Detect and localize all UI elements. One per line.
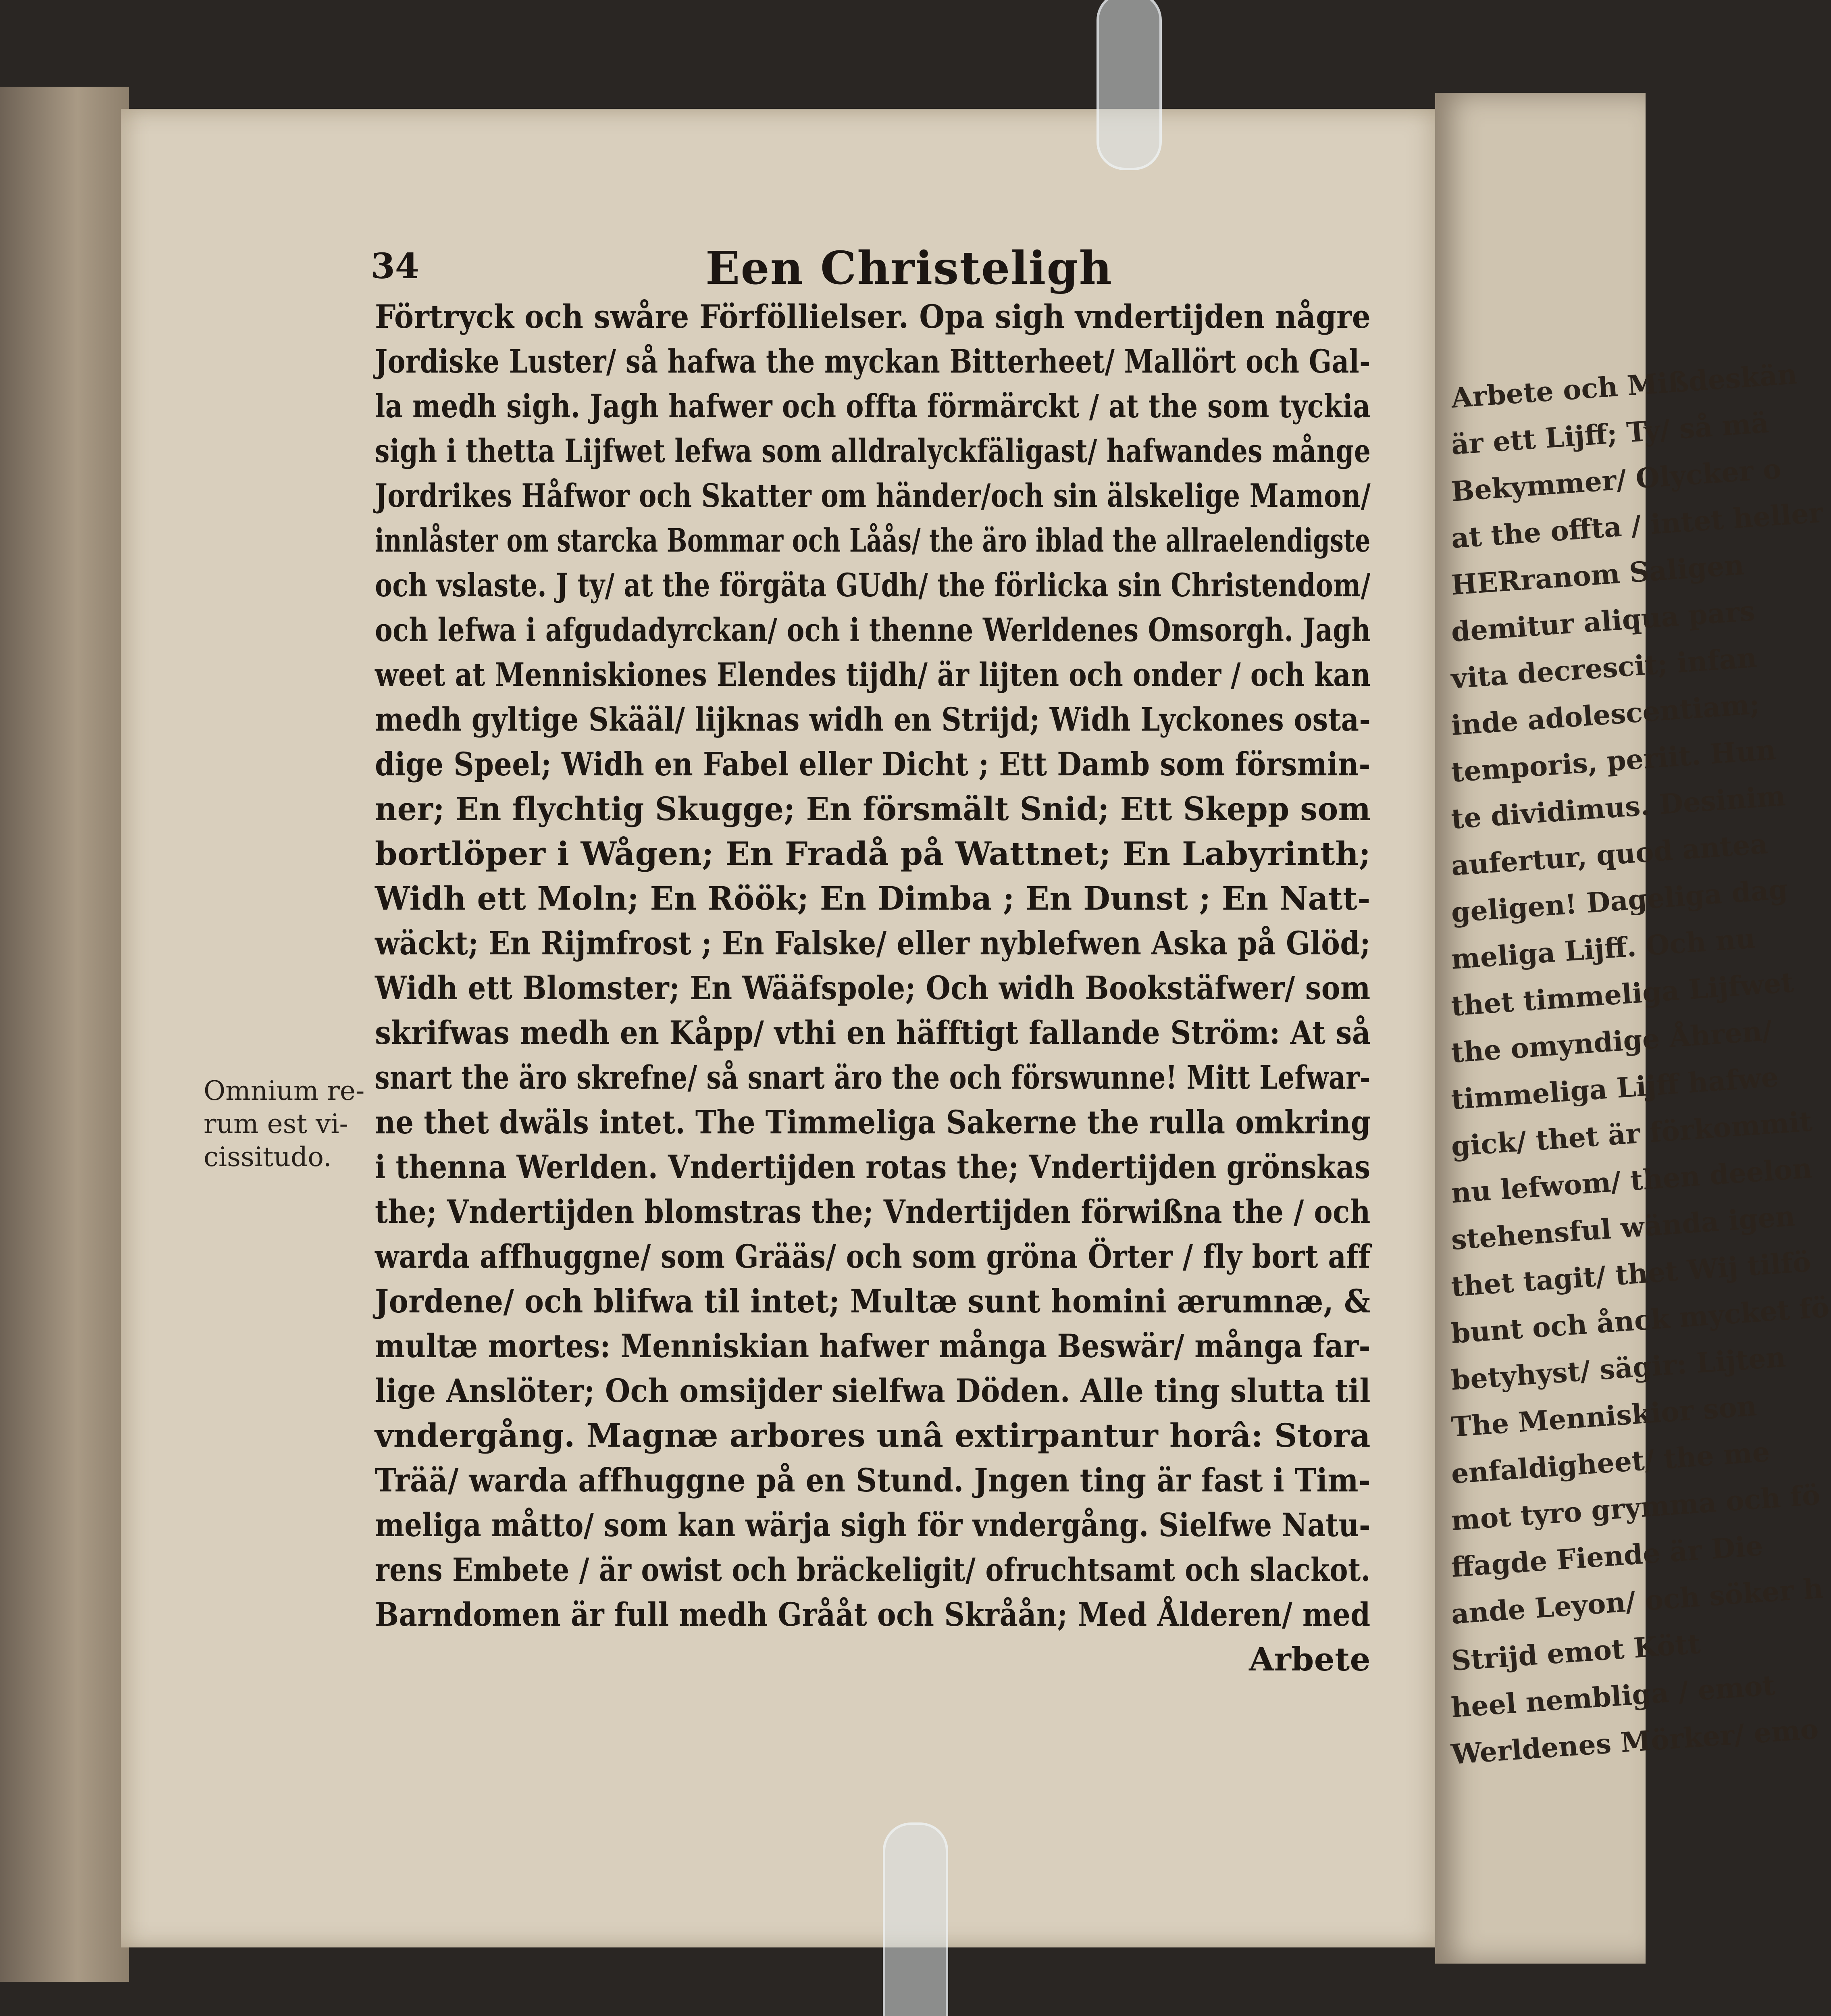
- facing-page-line: timmeliga Lijff hafwe: [1450, 1061, 1780, 1116]
- catchword: Arbete: [1249, 1640, 1371, 1678]
- facing-page-line: inde adolescentiam;: [1450, 688, 1761, 742]
- text-line: och vslaste. J ty/ at the förgäta GUdh/ the förlicka sin Christendom/: [375, 566, 1371, 604]
- facing-page-text: [1450, 358, 1831, 1778]
- text-line: medh gyltige Skääl/ lijknas widh en Strijd; Widh Lyckones osta-: [375, 700, 1371, 738]
- facing-page-line: at the offta / intet heller: [1450, 496, 1824, 555]
- facing-page-line: ande Leyon/ och söker h: [1450, 1572, 1825, 1631]
- page-clip-bottom: [883, 1822, 948, 2016]
- facing-page-line: enfaldigheet/ the me: [1450, 1435, 1771, 1490]
- facing-page-line: thet timmeliga Lijfwet: [1450, 966, 1795, 1023]
- facing-page-line: te dividimus. Desinim: [1450, 780, 1787, 835]
- facing-page-line: heel nembliga / emot: [1450, 1669, 1776, 1724]
- marginal-note-line: rum est vi-: [204, 1108, 348, 1139]
- text-line: rens Embete / är owist och bräckeligit/ ofruchtsamt och slackot.: [375, 1551, 1371, 1589]
- facing-page-line: gick/ thet är förkommit: [1450, 1105, 1813, 1163]
- facing-page-line: Bekymmer/ Olycker o: [1450, 452, 1782, 508]
- text-line: the; Vndertijden blomstras the; Vndertijden förwißna the / och: [375, 1193, 1371, 1231]
- facing-page-line: the omyndige Åhren/: [1450, 1014, 1773, 1069]
- facing-page-line: nu lefwom/ then deelon: [1450, 1152, 1813, 1210]
- text-line: Jordiske Luster/ så hafwa the myckan Bitterheet/ Mallört och Gal-: [375, 342, 1371, 380]
- facing-page-line: mot tyro grymma och fö: [1450, 1479, 1821, 1537]
- facing-page-line: meliga Lijff. Och nu: [1450, 922, 1757, 976]
- facing-page-line: demitur aliqua pars: [1450, 595, 1756, 648]
- text-line: Trää/ warda affhuggne på en Stund. Jngen ting är fast i Tim-: [375, 1461, 1371, 1499]
- text-line: Barndomen är full medh Grååt och Skråån; Med Ålderen/ med: [375, 1595, 1371, 1633]
- text-line: lige Anslöter; Och omsijder sielfwa Döden. Alle ting slutta til: [375, 1372, 1371, 1410]
- text-line: innlåster om starcka Bommar och Låås/ the äro iblad the allraelendigste: [375, 521, 1371, 559]
- running-head: Een Christeligh: [705, 242, 1113, 295]
- page-number: 34: [371, 246, 419, 287]
- facing-page-line: ffagde Fiende är Die: [1450, 1530, 1764, 1584]
- facing-page-line: HERranom Saligen: [1450, 549, 1746, 602]
- text-line: sigh i thetta Lijfwet lefwa som alldralyckfäligast/ hafwandes månge: [375, 432, 1371, 470]
- main-text-block: [375, 294, 1371, 1682]
- text-line: weet at Menniskiones Elendes tijdh/ är lijten och onder / och kan: [375, 656, 1371, 694]
- facing-page-line: Werldenes Mörker/ emo: [1450, 1713, 1820, 1771]
- facing-page-line: är ett Lijff; Ty/ så mä: [1450, 407, 1770, 461]
- facing-page-line: stehensful wända igen: [1450, 1200, 1796, 1256]
- text-line: i thenna Werlden. Vndertijden rotas the; Vndertijden grönskas: [375, 1148, 1371, 1186]
- text-line: dige Speel; Widh en Fabel eller Dicht ; Ett Damb som försmin-: [375, 745, 1371, 783]
- marginal-note-line: Omnium re-: [204, 1075, 365, 1106]
- text-line: och lefwa i afgudadyrckan/ och i thenne Werldenes Omsorgh. Jagh: [375, 611, 1371, 649]
- facing-page-line: Arbete och Mißdeskän: [1450, 358, 1798, 414]
- text-line: ne thet dwäls intet. The Timmeliga Sakerne the rulla omkring: [375, 1103, 1371, 1141]
- facing-page-line: betyhyst/ sägir: Lijten: [1450, 1341, 1787, 1397]
- text-line: vndergång. Magnæ arbores unâ extirpantur horâ: Stora: [375, 1416, 1371, 1454]
- text-line: warda affhuggne/ som Grääs/ och som gröna Örter / fly bort aff: [375, 1237, 1371, 1275]
- facing-page-line: bunt och ånck mycket fö: [1450, 1291, 1831, 1350]
- marginal-note: [204, 1075, 381, 1174]
- text-line: Jordrikes Håfwor och Skatter om händer/och sin älskelige Mamon/: [375, 477, 1371, 514]
- text-line: Widh ett Blomster; En Wääfspole; Och widh Bookstäfwer/ som: [375, 969, 1371, 1007]
- text-line: ner; En flychtig Skugge; En försmält Snid; Ett Skepp som: [375, 790, 1371, 828]
- facing-page-line: temporis, periit. Hun: [1450, 733, 1777, 789]
- text-line: Jordene/ och blifwa til intet; Multæ sunt homini ærumnæ, &: [375, 1282, 1371, 1320]
- text-line: wäckt; En Rijmfrost ; En Falske/ eller nyblefwen Aska på Glöd;: [375, 924, 1371, 962]
- text-line: meliga måtto/ som kan wärja sigh för vndergång. Sielfwe Natu-: [375, 1506, 1371, 1544]
- page-clip-top: [1097, 0, 1162, 170]
- facing-page-line: aufertur, quod antea: [1450, 828, 1769, 882]
- text-line: snart the äro skrefne/ så snart äro the och förswunne! Mitt Lefwar-: [375, 1058, 1371, 1096]
- facing-page-line: vita decrescit; infan: [1450, 641, 1758, 695]
- text-line: skrifwas medh en Kåpp/ vthi en häfftigt fallande Ström: At så: [375, 1014, 1371, 1052]
- book-spine-left: [0, 87, 129, 1982]
- text-line: Förtryck och swåre Förföllielser. Opa sigh vndertijden någre: [375, 298, 1371, 335]
- facing-page-line: The Menniskior son: [1450, 1390, 1758, 1443]
- facing-page-line: thet tagit/ thet Wij tilfö: [1450, 1245, 1812, 1303]
- marginal-note-line: cissitudo.: [204, 1141, 332, 1173]
- text-line: Widh ett Moln; En Röök; En Dimba ; En Dunst ; En Natt-: [375, 879, 1371, 917]
- text-line: multæ mortes: Menniskian hafwer många Beswär/ många far-: [375, 1327, 1371, 1365]
- page-header: [371, 242, 1371, 298]
- facing-page: [1435, 93, 1831, 1964]
- facing-page-line: geligen! Dageliga dag: [1450, 873, 1789, 929]
- text-line: la medh sigh. Jagh hafwer och offta förmärckt / at the som tyckia: [375, 387, 1371, 425]
- facing-page-line: Strijd emot Kött: [1450, 1627, 1702, 1677]
- text-line: bortlöper i Wågen; En Fradå på Wattnet; En Labyrinth;: [375, 835, 1371, 873]
